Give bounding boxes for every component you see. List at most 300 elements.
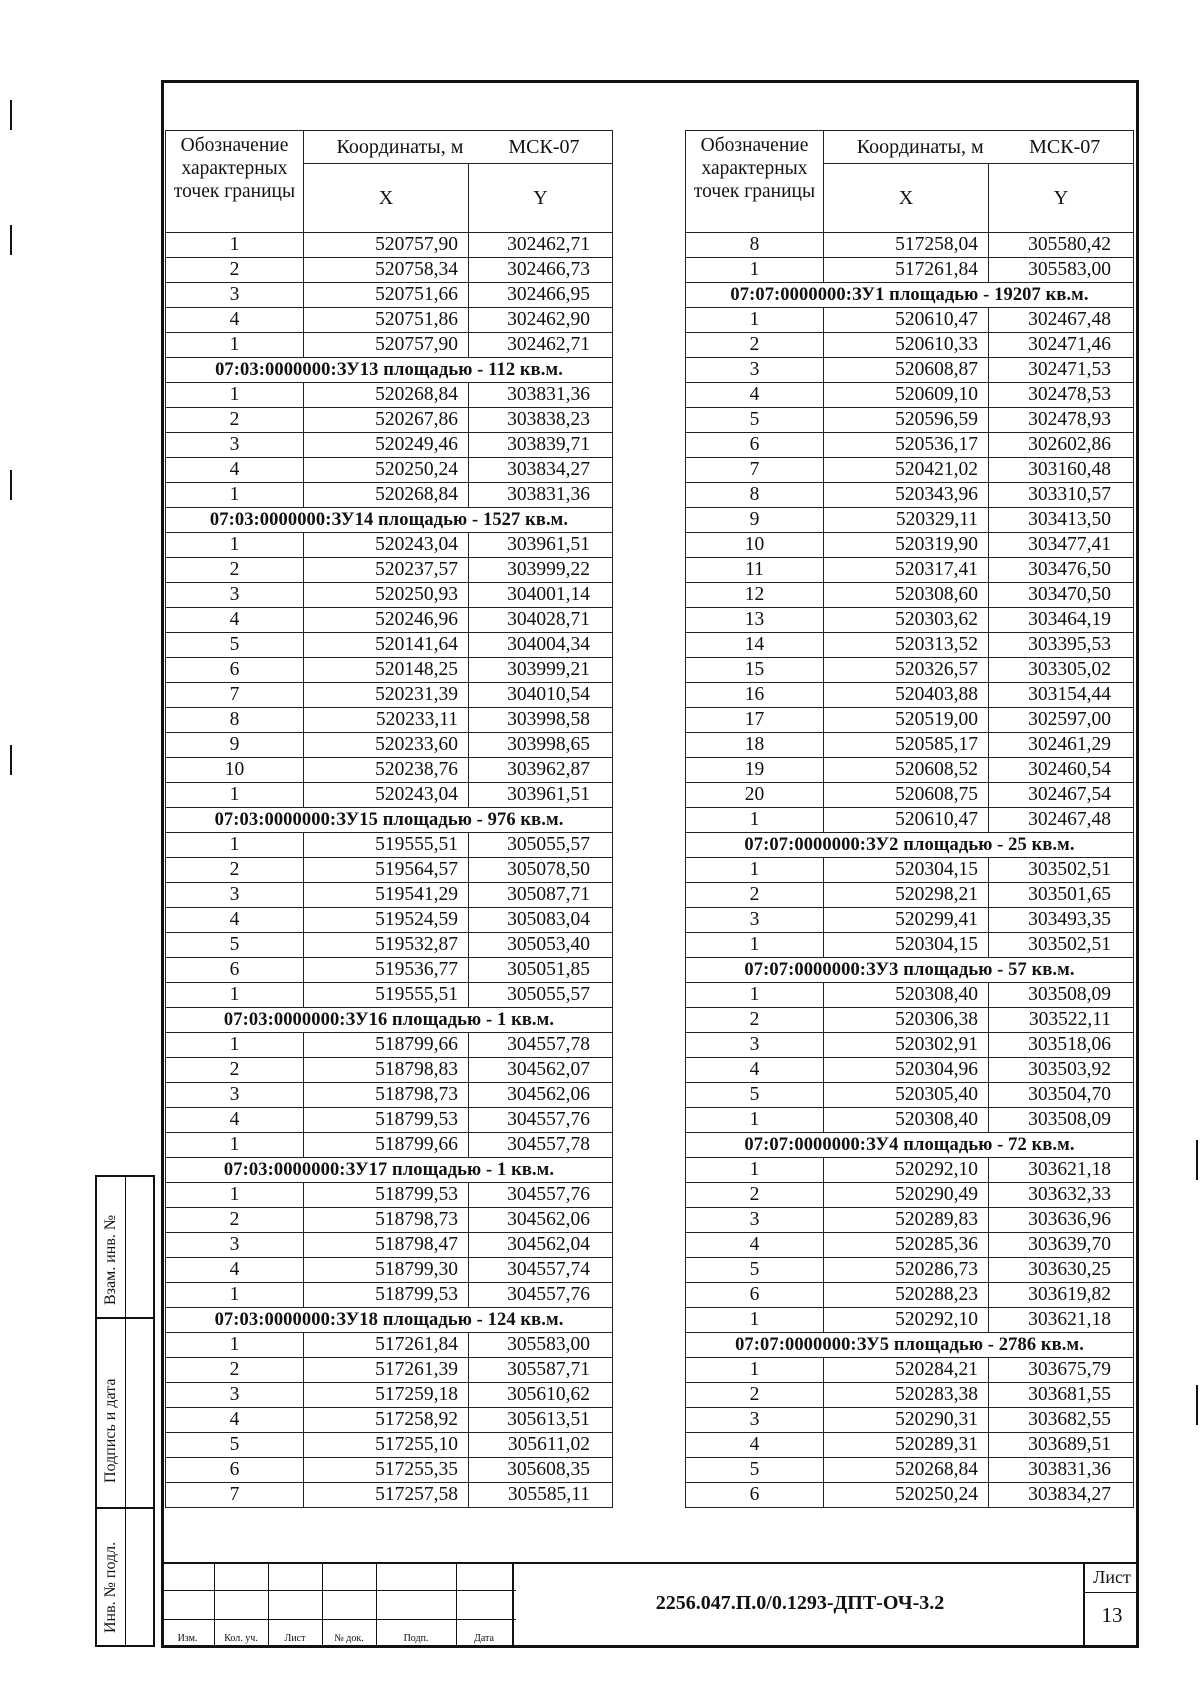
x-coordinate: 518799,53 — [304, 1283, 469, 1308]
y-coordinate: 305055,57 — [469, 833, 613, 858]
table-row — [166, 758, 613, 783]
x-coordinate: 520319,90 — [824, 533, 989, 558]
x-coordinate: 520610,47 — [824, 308, 989, 333]
section-row — [166, 1308, 613, 1333]
y-coordinate: 303503,92 — [989, 1058, 1134, 1083]
table-row — [166, 283, 613, 308]
designation-header: Обозначение характерных точек границы — [166, 131, 304, 233]
y-coordinate: 304562,07 — [469, 1058, 613, 1083]
col-kol-label: Кол. уч. — [224, 1633, 258, 1644]
y-coordinate: 303508,09 — [989, 1108, 1134, 1133]
x-coordinate: 520233,11 — [304, 708, 469, 733]
point-number: 6 — [166, 958, 304, 983]
y-coordinate: 302471,53 — [989, 358, 1134, 383]
y-coordinate: 304557,74 — [469, 1258, 613, 1283]
table-row — [686, 858, 1134, 883]
table-row — [166, 433, 613, 458]
x-coordinate: 519555,51 — [304, 833, 469, 858]
section-title: 07:03:0000000:ЗУ17 площадью - 1 кв.м. — [166, 1158, 613, 1183]
y-coordinate: 303998,58 — [469, 708, 613, 733]
section-title: 07:03:0000000:ЗУ15 площадью - 976 кв.м. — [166, 808, 613, 833]
x-coordinate: 520298,21 — [824, 883, 989, 908]
y-coordinate: 303502,51 — [989, 933, 1134, 958]
table-row — [166, 658, 613, 683]
x-coordinate: 520757,90 — [304, 233, 469, 258]
section-title: 07:03:0000000:ЗУ16 площадью - 1 кв.м. — [166, 1008, 613, 1033]
point-number: 2 — [686, 1383, 824, 1408]
x-coordinate: 520288,23 — [824, 1283, 989, 1308]
y-coordinate: 303493,35 — [989, 908, 1134, 933]
y-coordinate: 303998,65 — [469, 733, 613, 758]
y-coordinate: 303675,79 — [989, 1358, 1134, 1383]
y-coordinate: 305580,42 — [989, 233, 1134, 258]
y-coordinate: 303508,09 — [989, 983, 1134, 1008]
table-row — [686, 933, 1134, 958]
table-row — [166, 833, 613, 858]
section-row — [686, 958, 1134, 983]
x-coordinate: 517258,92 — [304, 1408, 469, 1433]
section-title: 07:03:0000000:ЗУ18 площадью - 124 кв.м. — [166, 1308, 613, 1333]
x-coordinate: 520231,39 — [304, 683, 469, 708]
point-number: 9 — [686, 508, 824, 533]
point-number: 1 — [686, 808, 824, 833]
x-coordinate: 520610,47 — [824, 808, 989, 833]
table-row — [686, 433, 1134, 458]
table-row — [686, 583, 1134, 608]
table-row — [166, 733, 613, 758]
col-izm-label: Изм. — [177, 1633, 198, 1644]
y-coordinate: 303477,41 — [989, 533, 1134, 558]
point-number: 10 — [686, 533, 824, 558]
point-number: 20 — [686, 783, 824, 808]
point-number: 1 — [166, 1283, 304, 1308]
point-number: 2 — [166, 258, 304, 283]
table-row — [166, 1033, 613, 1058]
x-coordinate: 520250,24 — [824, 1483, 989, 1508]
y-coordinate: 302462,71 — [469, 233, 613, 258]
x-coordinate: 518799,53 — [304, 1108, 469, 1133]
table-row — [166, 458, 613, 483]
table-row — [686, 1358, 1134, 1383]
table-row — [686, 733, 1134, 758]
point-number: 17 — [686, 708, 824, 733]
point-number: 4 — [686, 383, 824, 408]
y-coordinate: 305583,00 — [469, 1333, 613, 1358]
y-coordinate: 303310,57 — [989, 483, 1134, 508]
point-number: 4 — [686, 1233, 824, 1258]
point-number: 3 — [166, 433, 304, 458]
y-coordinate: 305611,02 — [469, 1433, 613, 1458]
y-coordinate: 304562,04 — [469, 1233, 613, 1258]
table-row — [166, 883, 613, 908]
section-title: 07:07:0000000:ЗУ3 площадью - 57 кв.м. — [686, 958, 1134, 983]
y-coordinate: 304028,71 — [469, 608, 613, 633]
x-coordinate: 520757,90 — [304, 333, 469, 358]
table-row — [686, 1083, 1134, 1108]
point-number: 19 — [686, 758, 824, 783]
x-coordinate: 520289,31 — [824, 1433, 989, 1458]
designation-header: Обозначение характерных точек границы — [686, 131, 824, 233]
section-row — [166, 808, 613, 833]
point-number: 3 — [166, 283, 304, 308]
point-number: 1 — [686, 1158, 824, 1183]
point-number: 3 — [166, 1083, 304, 1108]
document-code: 2256.047.П.0/0.1293-ДПТ-ОЧ-3.2 — [655, 1592, 945, 1614]
point-number: 3 — [166, 1383, 304, 1408]
x-coordinate: 520290,31 — [824, 1408, 989, 1433]
y-coordinate: 302460,54 — [989, 758, 1134, 783]
y-coordinate: 305083,04 — [469, 908, 613, 933]
point-number: 3 — [166, 1233, 304, 1258]
y-coordinate: 303621,18 — [989, 1158, 1134, 1183]
y-coordinate: 302467,48 — [989, 808, 1134, 833]
point-number: 5 — [166, 933, 304, 958]
y-coordinate: 305587,71 — [469, 1358, 613, 1383]
section-row — [686, 283, 1134, 308]
table-row — [686, 508, 1134, 533]
table-row — [686, 308, 1134, 333]
table-row — [166, 383, 613, 408]
section-row — [166, 1158, 613, 1183]
y-coordinate: 303639,70 — [989, 1233, 1134, 1258]
x-coordinate: 520609,10 — [824, 383, 989, 408]
x-coordinate: 517257,58 — [304, 1483, 469, 1508]
y-coordinate: 305613,51 — [469, 1408, 613, 1433]
table-row — [686, 458, 1134, 483]
x-coordinate: 520302,91 — [824, 1033, 989, 1058]
col-list-label: Лист — [284, 1633, 306, 1644]
x-coordinate: 519564,57 — [304, 858, 469, 883]
point-number: 4 — [166, 1108, 304, 1133]
y-coordinate: 304001,14 — [469, 583, 613, 608]
x-coordinate: 520304,96 — [824, 1058, 989, 1083]
table-row — [686, 533, 1134, 558]
table-row — [686, 558, 1134, 583]
y-coordinate: 304557,76 — [469, 1283, 613, 1308]
section-title: 07:07:0000000:ЗУ1 площадью - 19207 кв.м. — [686, 283, 1134, 308]
y-coordinate: 303476,50 — [989, 558, 1134, 583]
point-number: 1 — [166, 783, 304, 808]
x-coordinate: 520317,41 — [824, 558, 989, 583]
y-coordinate: 303831,36 — [989, 1458, 1134, 1483]
x-coordinate: 520585,17 — [824, 733, 989, 758]
y-coordinate: 304562,06 — [469, 1208, 613, 1233]
table-row — [686, 1458, 1134, 1483]
x-header: X — [824, 164, 989, 233]
x-coordinate: 518798,83 — [304, 1058, 469, 1083]
x-coordinate: 520403,88 — [824, 683, 989, 708]
x-coordinate: 520268,84 — [304, 383, 469, 408]
y-coordinate: 303681,55 — [989, 1383, 1134, 1408]
point-number: 1 — [166, 1333, 304, 1358]
y-coordinate: 302597,00 — [989, 708, 1134, 733]
x-coordinate: 520303,62 — [824, 608, 989, 633]
section-row — [166, 508, 613, 533]
coord-system-label: МСК-07 — [508, 136, 580, 158]
table-row — [166, 608, 613, 633]
point-number: 6 — [166, 1458, 304, 1483]
x-coordinate: 519524,59 — [304, 908, 469, 933]
x-header: X — [304, 164, 469, 233]
x-coordinate: 517261,84 — [824, 258, 989, 283]
table-row — [686, 1483, 1134, 1508]
scan-mark — [10, 470, 12, 500]
x-coordinate: 520285,36 — [824, 1233, 989, 1258]
table-row — [166, 1083, 613, 1108]
x-coordinate: 520308,40 — [824, 1108, 989, 1133]
table-row — [686, 1183, 1134, 1208]
point-number: 5 — [686, 1258, 824, 1283]
x-coordinate: 520148,25 — [304, 658, 469, 683]
table-row — [166, 308, 613, 333]
section-title: 07:07:0000000:ЗУ5 площадью - 2786 кв.м. — [686, 1333, 1134, 1358]
x-coordinate: 518799,66 — [304, 1033, 469, 1058]
x-coordinate: 520249,46 — [304, 433, 469, 458]
x-coordinate: 520596,59 — [824, 408, 989, 433]
point-number: 1 — [166, 983, 304, 1008]
table-row — [166, 1433, 613, 1458]
y-coordinate: 303518,06 — [989, 1033, 1134, 1058]
point-number: 8 — [686, 483, 824, 508]
section-title: 07:07:0000000:ЗУ2 площадью - 25 кв.м. — [686, 833, 1134, 858]
table-row — [166, 958, 613, 983]
x-coordinate: 520268,84 — [304, 483, 469, 508]
table-row — [686, 683, 1134, 708]
sheet-label: Лист — [1093, 1567, 1131, 1587]
x-coordinate: 518798,73 — [304, 1208, 469, 1233]
table-row — [686, 358, 1134, 383]
x-coordinate: 520304,15 — [824, 933, 989, 958]
podpis-data-label: Подпись и дата — [102, 1378, 119, 1483]
y-coordinate: 304557,76 — [469, 1108, 613, 1133]
coords-header — [824, 131, 1134, 164]
y-coordinate: 303619,82 — [989, 1283, 1134, 1308]
coords-label: Координаты, м — [336, 136, 464, 158]
coordinates-table-left — [165, 130, 613, 1508]
table-row — [686, 983, 1134, 1008]
point-number: 1 — [686, 858, 824, 883]
table-row — [686, 1033, 1134, 1058]
y-coordinate: 303160,48 — [989, 458, 1134, 483]
x-coordinate: 517255,35 — [304, 1458, 469, 1483]
point-number: 1 — [166, 1133, 304, 1158]
table-row — [686, 608, 1134, 633]
x-coordinate: 518798,47 — [304, 1233, 469, 1258]
point-number: 1 — [686, 258, 824, 283]
point-number: 2 — [166, 558, 304, 583]
point-number: 4 — [166, 908, 304, 933]
point-number: 1 — [166, 233, 304, 258]
y-coordinate: 302602,86 — [989, 433, 1134, 458]
table-row — [686, 408, 1134, 433]
y-coordinate: 303961,51 — [469, 783, 613, 808]
point-number: 5 — [166, 633, 304, 658]
x-coordinate: 520608,75 — [824, 783, 989, 808]
x-coordinate: 520289,83 — [824, 1208, 989, 1233]
point-number: 5 — [686, 1458, 824, 1483]
point-number: 2 — [166, 858, 304, 883]
x-coordinate: 520608,52 — [824, 758, 989, 783]
y-coordinate: 303834,27 — [989, 1483, 1134, 1508]
point-number: 6 — [686, 1483, 824, 1508]
table-row — [686, 1258, 1134, 1283]
x-coordinate: 520292,10 — [824, 1158, 989, 1183]
point-number: 4 — [686, 1433, 824, 1458]
table-row — [166, 1358, 613, 1383]
point-number: 1 — [166, 483, 304, 508]
y-coordinate: 304010,54 — [469, 683, 613, 708]
y-coordinate: 302466,95 — [469, 283, 613, 308]
x-coordinate: 520308,40 — [824, 983, 989, 1008]
table-row — [686, 908, 1134, 933]
y-coordinate: 304562,06 — [469, 1083, 613, 1108]
table-row — [686, 1108, 1134, 1133]
section-row — [166, 1008, 613, 1033]
y-header: Y — [469, 164, 613, 233]
point-number: 4 — [166, 1408, 304, 1433]
x-coordinate: 517259,18 — [304, 1383, 469, 1408]
x-coordinate: 520250,24 — [304, 458, 469, 483]
table-row — [686, 233, 1134, 258]
point-number: 6 — [686, 433, 824, 458]
y-coordinate: 303961,51 — [469, 533, 613, 558]
x-coordinate: 520758,34 — [304, 258, 469, 283]
table-row — [166, 483, 613, 508]
y-coordinate: 303999,22 — [469, 558, 613, 583]
y-coordinate: 302467,54 — [989, 783, 1134, 808]
x-coordinate: 519532,87 — [304, 933, 469, 958]
x-coordinate: 519555,51 — [304, 983, 469, 1008]
point-number: 1 — [166, 383, 304, 408]
y-coordinate: 303839,71 — [469, 433, 613, 458]
point-number: 1 — [166, 333, 304, 358]
point-number: 5 — [686, 1083, 824, 1108]
point-number: 3 — [686, 1408, 824, 1433]
table-row — [166, 1408, 613, 1433]
table-row — [686, 883, 1134, 908]
table-row — [166, 1108, 613, 1133]
point-number: 2 — [166, 408, 304, 433]
y-coordinate: 303682,55 — [989, 1408, 1134, 1433]
point-number: 4 — [166, 1258, 304, 1283]
section-row — [686, 833, 1134, 858]
point-number: 2 — [686, 1008, 824, 1033]
x-coordinate: 520326,57 — [824, 658, 989, 683]
x-coordinate: 520519,00 — [824, 708, 989, 733]
y-coordinate: 304557,78 — [469, 1033, 613, 1058]
table-row — [166, 983, 613, 1008]
point-number: 6 — [166, 658, 304, 683]
table-row — [166, 1133, 613, 1158]
table-row — [166, 933, 613, 958]
point-number: 3 — [166, 883, 304, 908]
x-coordinate: 520343,96 — [824, 483, 989, 508]
x-coordinate: 520283,38 — [824, 1383, 989, 1408]
point-number: 13 — [686, 608, 824, 633]
y-coordinate: 303831,36 — [469, 383, 613, 408]
point-number: 12 — [686, 583, 824, 608]
y-coordinate: 302467,48 — [989, 308, 1134, 333]
table-row — [686, 1383, 1134, 1408]
table-row — [166, 1233, 613, 1258]
x-coordinate: 520751,66 — [304, 283, 469, 308]
margin-stamp — [95, 1175, 155, 1647]
coordinates-table-right-body — [686, 131, 1134, 1508]
point-number: 10 — [166, 758, 304, 783]
table-row — [686, 1408, 1134, 1433]
y-coordinate: 302466,73 — [469, 258, 613, 283]
x-coordinate: 520304,15 — [824, 858, 989, 883]
point-number: 1 — [686, 983, 824, 1008]
scan-mark — [10, 225, 12, 255]
table-row — [166, 1458, 613, 1483]
point-number: 1 — [166, 833, 304, 858]
point-number: 14 — [686, 633, 824, 658]
point-number: 2 — [166, 1058, 304, 1083]
table-row — [686, 758, 1134, 783]
point-number: 3 — [686, 358, 824, 383]
x-coordinate: 520299,41 — [824, 908, 989, 933]
section-title: 07:07:0000000:ЗУ4 площадью - 72 кв.м. — [686, 1133, 1134, 1158]
x-coordinate: 520246,96 — [304, 608, 469, 633]
x-coordinate: 520608,87 — [824, 358, 989, 383]
point-number: 7 — [166, 1483, 304, 1508]
x-coordinate: 520268,84 — [824, 1458, 989, 1483]
table-row — [686, 1433, 1134, 1458]
point-number: 1 — [686, 1108, 824, 1133]
scan-mark — [10, 745, 12, 775]
table-row — [166, 908, 613, 933]
scan-mark — [1196, 1385, 1198, 1425]
point-number: 2 — [686, 333, 824, 358]
x-coordinate: 520284,21 — [824, 1358, 989, 1383]
point-number: 16 — [686, 683, 824, 708]
scan-mark — [10, 100, 12, 130]
table-row — [166, 558, 613, 583]
point-number: 11 — [686, 558, 824, 583]
y-coordinate: 303630,25 — [989, 1258, 1134, 1283]
x-coordinate: 520313,52 — [824, 633, 989, 658]
x-coordinate: 517261,84 — [304, 1333, 469, 1358]
section-row — [686, 1133, 1134, 1158]
table-header-row — [686, 131, 1134, 164]
point-number: 3 — [686, 908, 824, 933]
y-coordinate: 305055,57 — [469, 983, 613, 1008]
point-number: 15 — [686, 658, 824, 683]
table-row — [166, 683, 613, 708]
x-coordinate: 520306,38 — [824, 1008, 989, 1033]
x-coordinate: 519541,29 — [304, 883, 469, 908]
y-coordinate: 302461,29 — [989, 733, 1134, 758]
vzam-inv-label: Взам. инв. № — [102, 1214, 119, 1305]
x-coordinate: 520237,57 — [304, 558, 469, 583]
point-number: 5 — [686, 408, 824, 433]
y-coordinate: 302462,90 — [469, 308, 613, 333]
point-number: 8 — [166, 708, 304, 733]
point-number: 6 — [686, 1283, 824, 1308]
point-number: 3 — [686, 1033, 824, 1058]
section-title: 07:03:0000000:ЗУ13 площадью - 112 кв.м. — [166, 358, 613, 383]
x-coordinate: 520292,10 — [824, 1308, 989, 1333]
table-row — [686, 1283, 1134, 1308]
y-coordinate: 303502,51 — [989, 858, 1134, 883]
x-coordinate: 517261,39 — [304, 1358, 469, 1383]
scan-mark — [1196, 1140, 1198, 1180]
coords-label: Координаты, м — [856, 136, 984, 158]
point-number: 7 — [166, 683, 304, 708]
x-coordinate: 517255,10 — [304, 1433, 469, 1458]
point-number: 8 — [686, 233, 824, 258]
